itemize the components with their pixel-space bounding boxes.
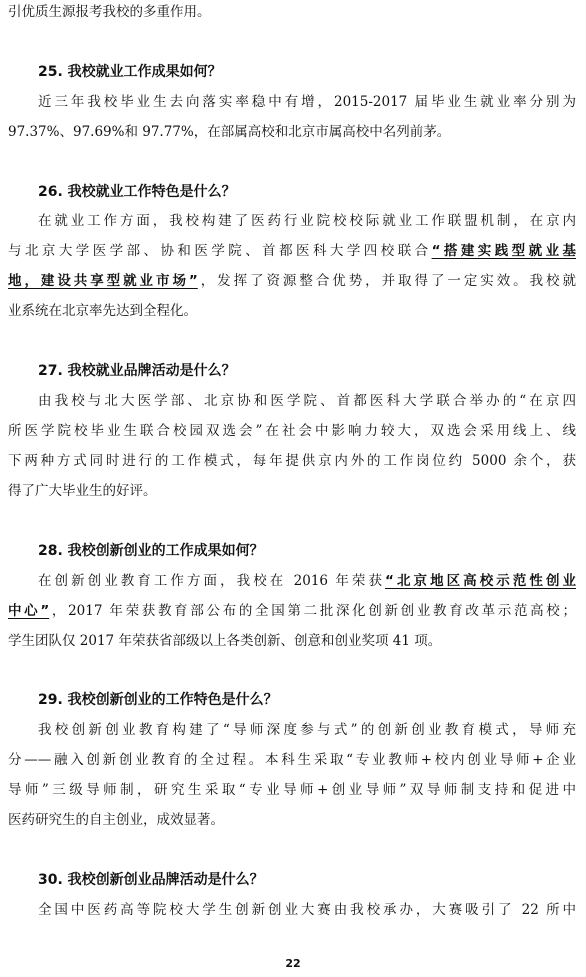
section-26-heading: 26. 我校就业工作特色是什么？ (38, 184, 236, 200)
section-26-line-4: 业系统在北京率先达到全程化。 (8, 303, 197, 319)
section-29-heading: 29. 我校创新创业的工作特色是什么？ (38, 692, 278, 708)
section-27-heading: 27. 我校就业品牌活动是什么？ (38, 363, 236, 379)
section-27-line-2: 所医学院校毕业生联合校园双选会”在社会中影响力较大，双选会采用线上、线 (8, 423, 576, 439)
section-28-heading: 28. 我校创新创业的工作成果如何？ (38, 543, 264, 559)
section-28-line-3: 学生团队仅 2017 年荣获省部级以上各类创新、创意和创业奖项 41 项。 (8, 633, 442, 649)
section-30-heading: 30. 我校创新创业品牌活动是什么？ (38, 872, 264, 888)
section-26-emphasis-part-2: 地，建设共享型就业市场” (8, 273, 198, 289)
section-26-line-2-text: 与北京大学医学部、协和医学院、首都医科大学四校联合 (8, 243, 432, 259)
section-28-line-1 (38, 571, 576, 591)
intro-tail-line: 引优质生源报考我校的多重作用。 (8, 4, 211, 20)
section-28-line-2 (8, 601, 576, 621)
section-26-line-3-text: ，发挥了资源整合优势，并取得了一定实效。我校就 (197, 273, 576, 289)
section-29-line-3: 导师”三级导师制，研究生采取“专业导师+创业导师”双导师制支持和促进中 (8, 782, 576, 798)
section-29-line-4: 医药研究生的自主创业，成效显著。 (8, 812, 224, 828)
section-25-line-2: 97.37%、97.69%和 97.77%，在部属高校和北京市属高校中名列前茅。 (8, 124, 451, 140)
section-28-emphasis-part-1: “北京地区高校示范性创业 (385, 573, 576, 589)
section-27-line-3: 下两种方式同时进行的工作模式，每年提供京内外的工作岗位约 5000 余个，获 (8, 453, 576, 469)
section-25-line-1: 近三年我校毕业生去向落实率稳中有增，2015-2017 届毕业生就业率分别为 (38, 94, 576, 110)
section-28-emphasis-part-2: 中心” (8, 603, 50, 619)
section-27-line-1: 由我校与北大医学部、北京协和医学院、首都医科大学联合举办的“在京四 (38, 393, 576, 409)
section-27-line-4: 得了广大毕业生的好评。 (8, 483, 157, 499)
section-29-line-2: 分——融入创新创业教育的全过程。本科生采取“专业教师+校内创业导师+企业 (8, 752, 576, 768)
section-28-line-2-text: ，2017 年荣获教育部公布的全国第二批深化创新创业教育改革示范高校； (49, 603, 576, 619)
section-26-line-1: 在就业工作方面，我校构建了医药行业院校校际就业工作联盟机制，在京内 (38, 213, 576, 229)
section-29-line-1: 我校创新创业教育构建了“导师深度参与式”的创新创业教育模式，导师充 (38, 722, 576, 738)
page-number: 22 (285, 957, 301, 970)
section-25-heading: 25. 我校就业工作成果如何？ (38, 64, 222, 80)
section-30-line-1: 全国中医药高等院校大学生创新创业大赛由我校承办，大赛吸引了 22 所中 (38, 902, 576, 918)
section-26-line-3 (8, 271, 576, 291)
section-26-emphasis-part-1: “搭建实践型就业基 (431, 243, 577, 259)
section-26-line-2 (8, 241, 576, 261)
section-28-line-1-text: 在创新创业教育工作方面，我校在 2016 年荣获 (38, 573, 386, 589)
